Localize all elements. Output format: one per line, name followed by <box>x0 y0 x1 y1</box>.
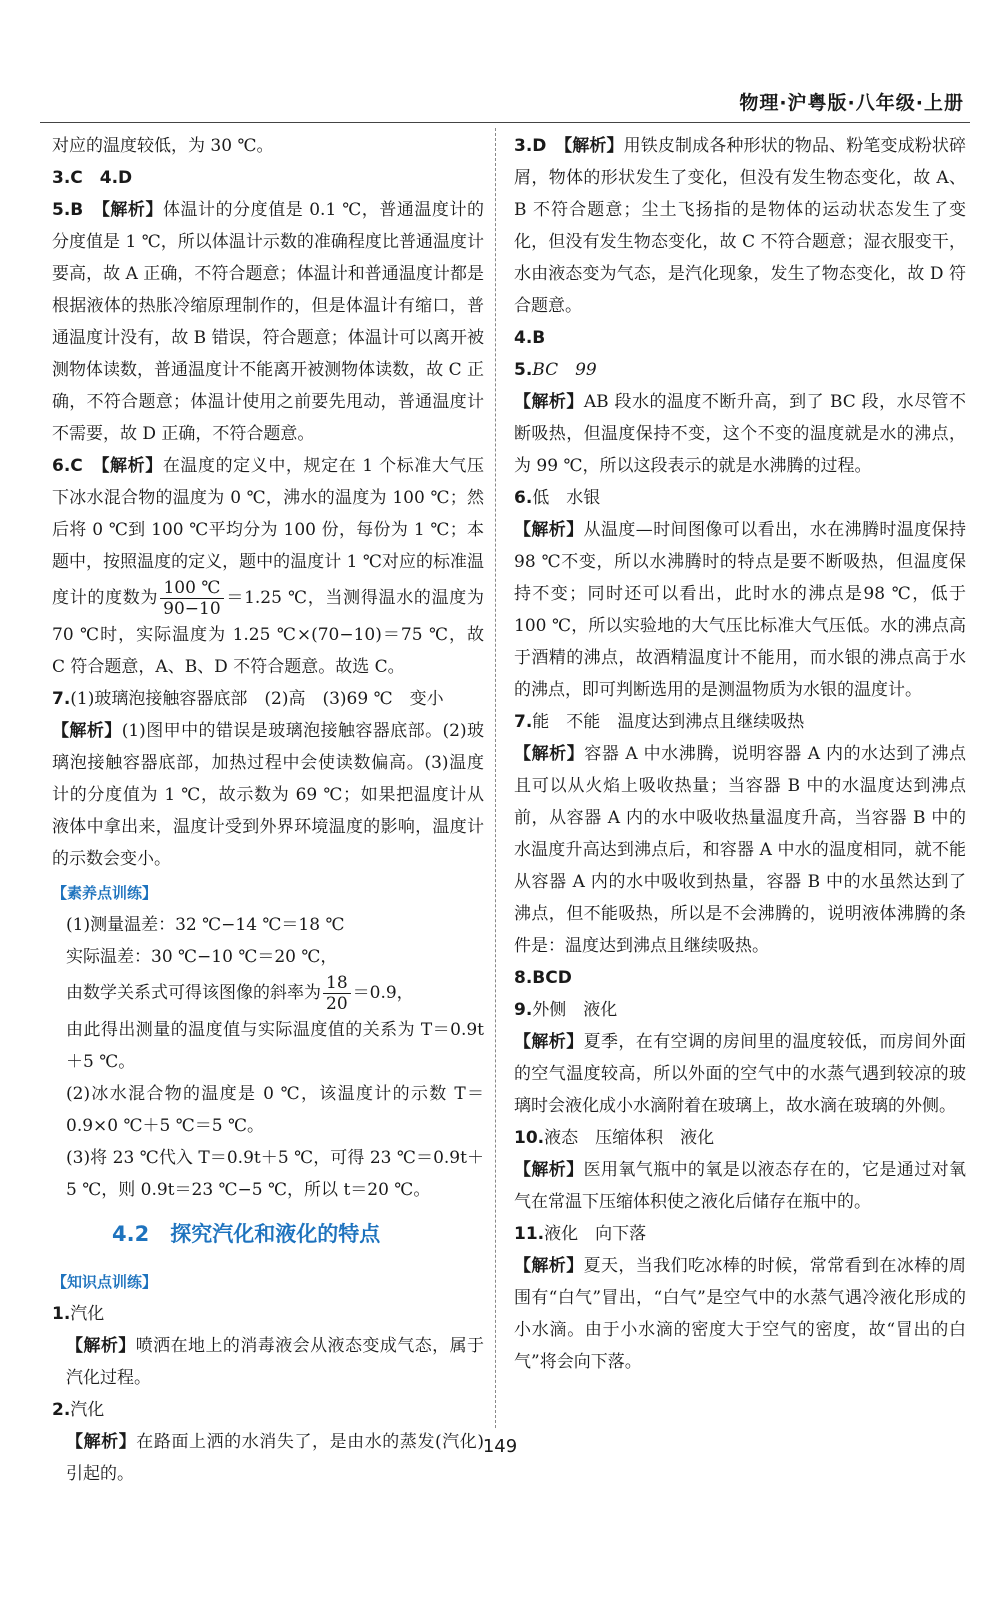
text-line: (2)冰水混合物的温度是 0 ℃，该温度计的示数 T＝0.9×0 ℃＋5 ℃＝5 ℃。 <box>66 1084 484 1136</box>
fraction: $\frac{18}{20}$ <box>323 973 351 1014</box>
text-line: 实际温差：30 ℃−10 ℃＝20 ℃， <box>66 947 338 967</box>
section-label-zhishi: 【知识点训练】 <box>52 1273 158 1291</box>
page-number: 149 <box>482 1436 518 1457</box>
column-divider <box>495 128 496 1428</box>
text-line: 由此得出测量的温度值与实际温度值的关系为 T＝0.9t＋5 ℃。 <box>66 1020 484 1072</box>
analysis-k1: 【解析】喷洒在地上的消毒液会从液态变成气态，属于汽化过程。 <box>66 1336 485 1388</box>
answer-r3: 3.D 【解析】用铁皮制成各种形状的物品、粉笔变成粉状碎屑，物体的形状发生了变化，但没有发生物态变化，故 A、B 不符合题意；尘土飞扬指的是物体的运动状态发生了变化，但没有发生物态变化，故 C 不符合题意；湿衣服变干，水由液态变为气态，是汽化现象，发生了物态变化，故 D 符合题意。 <box>514 136 967 316</box>
answer-7: 7.(1)玻璃泡接触容器底部 (2)高 (3)69 ℃ 变小 <box>52 689 444 709</box>
analysis-r7: 【解析】容器 A 中水沸腾，说明容器 A 内的水达到了沸点且可以从火焰上吸收热量；当容器 B 中的水温度达到沸点前，从容器 A 内的水中吸收热量温度升高，当容器 B 中的水温度升高达到沸点后，和容器 A 中水的温度相同，就不能从容器 A 内的水中吸收到热量，容器 B 中的水虽然达到了沸点，但不能吸热，所以是不会沸腾的，说明液体沸腾的条件是：温度达到沸点且继续吸热。 <box>514 744 966 956</box>
analysis-r9: 【解析】夏季，在有空调的房间里的温度较低，而房间外面的空气温度较高，所以外面的空气中的水蒸气遇到较凉的玻璃时会液化成小水滴附着在玻璃上，故水滴在玻璃的外侧。 <box>514 1032 967 1116</box>
answer-r5: 5.BC 99 <box>514 360 597 380</box>
answer-3-4: 3.C 4.D <box>52 168 133 188</box>
analysis-7: 【解析】(1)图甲中的错误是玻璃泡接触容器底部。(2)玻璃泡接触容器底部，加热过程中会使读数偏高。(3)温度计的分度值为 1 ℃，故示数为 69 ℃；如果把温度计从液体中拿出来，温度计受到外界环境温度的影响，温度计的示数会变小。 <box>52 721 484 869</box>
answer-r7: 7.能 不能 温度达到沸点且继续吸热 <box>514 712 805 732</box>
right-column <box>514 130 966 1378</box>
analysis-k2: 【解析】在路面上洒的水消失了，是由水的蒸发(汽化)引起的。 <box>66 1432 485 1484</box>
answer-r4: 4.B <box>514 328 546 348</box>
analysis-r6: 【解析】从温度—时间图像可以看出，水在沸腾时温度保持 98 ℃不变，所以水沸腾时的特点是要不断吸热，但温度保持不变；同时还可以看出，此时水的沸点是98 ℃，低于 100 ℃，所以实验地的大气压比标准大气压低。水的沸点高于酒精的沸点，故酒精温度计不能用，而水银的沸点高于水的沸点，即可判断选用的是测温物质为水银的温度计。 <box>514 520 967 700</box>
left-column <box>52 130 484 1490</box>
answer-5: 5.B 【解析】体温计的分度值是 0.1 ℃，普通温度计的分度值是 1 ℃，所以体温计示数的准确程度比普通温度计要高，故 A 正确，不符合题意；体温计和普通温度计都是根据液体的热胀冷缩原理制作的，但是体温计有缩口，普通温度计没有，故 B 错误，符合题意；体温计可以离开被测物体读数，普通温度计不能离开被测物体读数，故 C 正确，不符合题意；体温计使用之前要先甩动，普通温度计不需要，故 D 正确，不符合题意。 <box>52 200 484 444</box>
analysis-r11: 【解析】夏天，当我们吃冰棒的时候，常常看到在冰棒的周围有“白气”冒出，“白气”是空气中的水蒸气遇冷液化形成的小水滴。由于小水滴的密度大于空气的密度，故“冒出的白气”将会向下落。 <box>514 1256 967 1372</box>
text-line: (1)测量温差：32 ℃−14 ℃＝18 ℃ <box>66 915 345 935</box>
fraction: $\frac{100 ℃}{90-10}$ <box>160 578 224 619</box>
analysis-r10: 【解析】医用氧气瓶中的氧是以液态存在的，它是通过对氧气在常温下压缩体积使之液化后储存在瓶中的。 <box>514 1160 967 1212</box>
text-line: 对应的温度较低，为 30 ℃。 <box>52 136 274 156</box>
section-label-suyang: 【素养点训练】 <box>52 884 158 902</box>
answer-k2: 2.汽化 <box>52 1400 105 1420</box>
analysis-r5: 【解析】AB 段水的温度不断升高，到了 BC 段，水尽管不断吸热，但温度保持不变，这个不变的温度就是水的沸点，为 99 ℃，所以这段表示的就是水沸腾的过程。 <box>514 392 967 476</box>
text-line: (3)将 23 ℃代入 T＝0.9t＋5 ℃，可得 23 ℃＝0.9t＋5 ℃，则 0.9t＝23 ℃−5 ℃，所以 t＝20 ℃。 <box>66 1148 484 1200</box>
page-header: 物理·沪粤版·八年级·上册 <box>739 92 964 114</box>
header-rule <box>40 122 970 123</box>
answer-r8: 8.BCD <box>514 968 572 988</box>
answer-r11: 11.液化 向下落 <box>514 1224 647 1244</box>
answer-r6: 6.低 水银 <box>514 488 601 508</box>
answer-6: 6.C 【解析】在温度的定义中，规定在 1 个标准大气压下冰水混合物的温度为 0 ℃，沸水的温度为 100 ℃；然后将 0 ℃到 100 ℃平均分为 100 份，每份为 1 ℃；本题中，按照温度的定义，题中的温度计 1 ℃对应的标准温度计的度数为 $\frac{100 ℃}{90-10}$ ＝1.25 ℃，当测得温水的温度为 70 ℃时，实际温度为 1.25 ℃×(70−10)＝75 ℃，故 C 符合题意，A、B、D 不符合题意。故选 C。 <box>52 456 485 677</box>
answer-k1: 1.汽化 <box>52 1304 105 1324</box>
answer-r9: 9.外侧 液化 <box>514 1000 618 1020</box>
answer-r10: 10.液态 压缩体积 液化 <box>514 1128 715 1148</box>
section-title: 4.2 探究汽化和液化的特点 <box>112 1222 381 1246</box>
text-line: 由数学关系式可得该图像的斜率为 $\frac{18}{20}$ ＝0.9， <box>66 973 414 1014</box>
